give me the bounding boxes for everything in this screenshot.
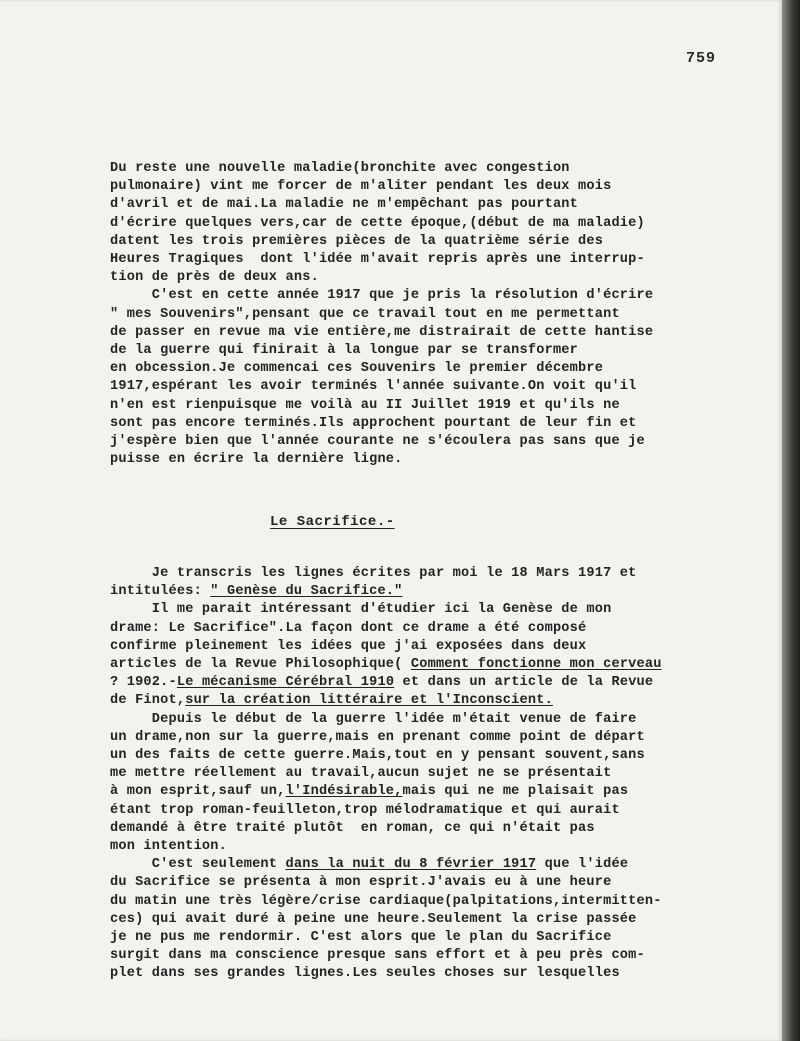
text-line: de la guerre qui finirait à la longue par se transformer [110, 343, 579, 359]
text-fragment: de Finot, [110, 693, 186, 709]
text-fragment: et dans un article de la Revue [394, 675, 654, 691]
underlined-title: sur la création littéraire et l'Inconscient. [185, 693, 553, 709]
text-line: Il me parait intéressant d'étudier ici la Genèse de mon [110, 602, 612, 618]
text-line: pulmonaire) vint me forcer de m'aliter pendant les deux mois [110, 179, 612, 195]
text-line: ces) qui avait duré à peine une heure.Seulement la crise passée [110, 911, 637, 927]
text-line: drame: Le Sacrifice".La façon dont ce drame a été composé [110, 620, 587, 636]
underlined-title: Le mécanisme Cérébral 1910 [176, 675, 395, 691]
text-line [110, 856, 770, 874]
text-line: d'avril et de mai.La maladie ne m'empêchant pas pourtant [110, 197, 579, 213]
underlined-title: l'Indésirable, [285, 784, 403, 800]
text-line: Heures Tragiques dont l'idée m'avait repris après une interrup- [110, 252, 645, 268]
text-line [110, 583, 770, 601]
text-line: C'est en cette année 1917 que je pris la résolution d'écrire [110, 288, 654, 304]
underlined-title: Comment fonctionne mon cerveau [410, 657, 662, 673]
text-fragment: intitulées: [110, 584, 211, 600]
text-line: Depuis le début de la guerre l'idée m'était venue de faire [110, 711, 637, 727]
text-line: sont pas encore terminés.Ils approchent pourtant de leur fin et [110, 415, 637, 431]
book-binding-edge [782, 0, 800, 1041]
text-line: Je transcris les lignes écrites par moi le 18 Mars 1917 et [110, 566, 637, 581]
text-fragment: que l'idée [536, 857, 629, 873]
text-line: du matin une très légère/crise cardiaque(palpitations,intermitten- [110, 893, 662, 909]
text-fragment: C'est seulement [110, 857, 286, 873]
text-fragment: articles de la Revue Philosophique( [110, 657, 411, 673]
text-fragment: ? 1902.- [110, 675, 177, 691]
section-title-text: Le Sacrifice.- [270, 514, 395, 530]
text-line [110, 783, 770, 801]
text-line: je ne pus me rendormir. C'est alors que le plan du Sacrifice [110, 930, 612, 946]
text-line: un des faits de cette guerre.Mais,tout en y pensant souvent,sans [110, 748, 645, 764]
text-line: datent les trois premières pièces de la quatrième série des [110, 233, 604, 249]
text-line: mon intention. [110, 839, 228, 855]
text-line: en obcession.Je commencai ces Souvenirs le premier décembre [110, 361, 604, 377]
text-line: me mettre réellement au travail,aucun sujet ne se présentait [110, 766, 612, 782]
text-line: demandé à être traité plutôt en roman, ce qui n'était pas [110, 820, 595, 836]
text-line: n'en est rienpuisque me voilà au II Juillet 1919 et qu'ils ne [110, 397, 620, 413]
text-line [110, 674, 770, 692]
underlined-date: dans la nuit du 8 février 1917 [285, 857, 537, 873]
text-fragment: à mon esprit,sauf un, [110, 784, 286, 800]
text-line: " mes Souvenirs",pensant que ce travail tout en me permettant [110, 306, 620, 322]
text-fragment: mais qui ne me plaisait pas [402, 784, 629, 800]
text-line: plet dans ses grandes lignes.Les seules choses sur lesquelles [110, 966, 620, 982]
paragraph-block-2 [110, 565, 770, 984]
text-line: confirme pleinement les idées que j'ai exposées dans deux [110, 638, 587, 654]
text-line: un drame,non sur la guerre,mais en prenant comme point de départ [110, 729, 645, 745]
paragraph-block-1 [110, 160, 770, 469]
text-line [110, 656, 770, 674]
text-line: de passer en revue ma vie entière,me distrairait de cette hantise [110, 324, 654, 340]
section-title [270, 514, 395, 530]
text-line [110, 692, 770, 710]
text-line: Du reste une nouvelle maladie(bronchite avec congestion [110, 161, 570, 176]
text-line: tion de près de deux ans. [110, 270, 319, 286]
underlined-title: " Genèse du Sacrifice." [210, 584, 403, 600]
text-line: j'espère bien que l'année courante ne s'écoulera pas sans que je [110, 434, 645, 450]
text-line: d'écrire quelques vers,car de cette époque,(début de ma maladie) [110, 215, 645, 231]
text-line: surgit dans ma conscience presque sans effort et à peu près com- [110, 948, 645, 964]
text-line: 1917,espérant les avoir terminés l'année suivante.On voit qu'il [110, 379, 637, 395]
page-number: 759 [686, 50, 717, 67]
text-line: puisse en écrire la dernière ligne. [110, 452, 403, 468]
text-line: du Sacrifice se présenta à mon esprit.J'avais eu à une heure [110, 875, 612, 891]
text-line: étant trop roman-feuilleton,trop mélodramatique et qui aurait [110, 802, 620, 818]
